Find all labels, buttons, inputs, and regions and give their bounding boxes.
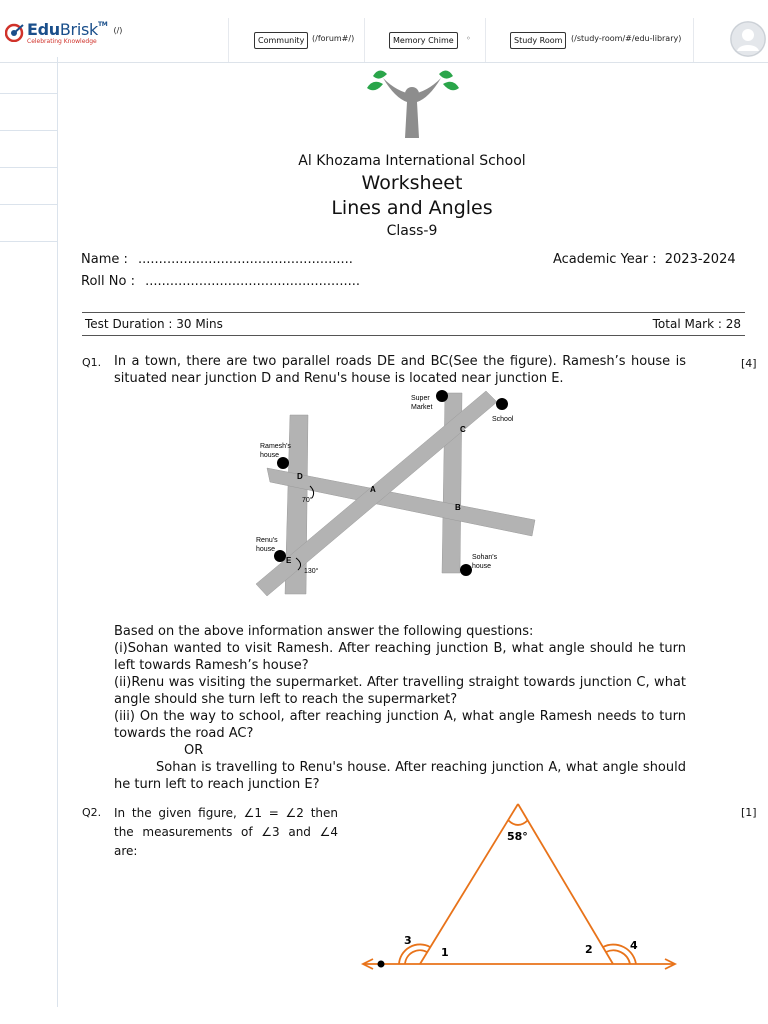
name-field: [81, 252, 353, 267]
q1-part-ii: (ii)Renu was visiting the supermarket. After travelling straight towards junction C, what angle should she turn left to reach the supermarket?: [114, 675, 686, 707]
angle-1-label: 1: [441, 946, 449, 959]
question-text: [114, 353, 686, 387]
label-renu-2: house: [256, 546, 276, 553]
label-market: Market: [411, 404, 433, 411]
label-a: A: [370, 485, 376, 494]
question-text: [114, 804, 338, 861]
nav-divider: [693, 18, 694, 62]
q1-statement: In a town, there are two parallel roads DE and BC(See the figure). Ramesh’s house is situated near junction D and Renu's house is located near junction E.: [114, 354, 686, 386]
q1-part-i: (i)Sohan wanted to visit Ramesh. After reaching junction B, what angle should he turn left towards Ramesh’s house?: [114, 641, 686, 673]
community-link-text[interactable]: (/forum#/): [312, 34, 355, 43]
roll-label: Roll No :: [81, 274, 135, 289]
logo-name-part1: Edu: [27, 20, 60, 39]
test-duration: Test Duration : 30 Mins: [85, 317, 223, 331]
study-room-link-text[interactable]: (/study-room/#/edu-library): [571, 34, 682, 43]
label-angle-130: 130°: [304, 568, 319, 575]
q1-part-iii: (iii) On the way to school, after reaching junction A, what angle Ramesh needs to turn towards the road AC?: [114, 709, 686, 741]
label-sohan-1: Sohan's: [472, 554, 498, 561]
nav-divider: [364, 18, 365, 62]
angle-4-label: 4: [630, 939, 638, 952]
user-avatar-icon: [730, 21, 766, 57]
label-renu-1: Renu's: [256, 537, 278, 544]
label-ramesh-1: Ramesh's: [260, 443, 291, 450]
school-logo-icon: [365, 66, 461, 140]
label-super: Super: [411, 395, 430, 402]
home-link-text[interactable]: (/): [113, 26, 123, 35]
q1-alternative: Sohan is travelling to Renu's house. After reaching junction A, what angle should he turn left to reach junction E?: [114, 760, 686, 792]
study-room-button[interactable]: Study Room: [510, 32, 566, 49]
q1-subquestions: [114, 623, 686, 793]
angle-apex-label: 58°: [507, 830, 528, 843]
label-ramesh-2: house: [260, 452, 280, 459]
angle-2-label: 2: [585, 943, 593, 956]
logo-trademark: TM: [97, 21, 108, 28]
nav-divider: [485, 18, 486, 62]
academic-year: [553, 252, 736, 267]
user-avatar[interactable]: [730, 21, 766, 57]
sidebar-item[interactable]: [0, 57, 57, 94]
label-d: D: [297, 472, 303, 481]
label-c: C: [460, 425, 466, 434]
label-b: B: [455, 503, 461, 512]
name-label: Name :: [81, 252, 128, 267]
roll-blank: ....................................................: [145, 274, 360, 289]
logo-tagline: Celebrating Knowledge: [27, 38, 97, 45]
label-angle-70: 70°: [302, 497, 313, 504]
top-navbar: [0, 0, 768, 63]
q2-statement: In the given figure, ∠1 = ∠2 then the measurements of ∠3 and ∠4 are:: [114, 806, 338, 858]
edubrisk-logo[interactable]: [5, 22, 122, 45]
edubrisk-logo-icon: [5, 22, 25, 42]
community-button[interactable]: Community: [254, 32, 308, 49]
roads-figure: [250, 388, 550, 600]
memory-chime-link-text[interactable]: ◦: [466, 34, 471, 43]
logo-name-part2: Brisk: [59, 20, 98, 39]
class-label: Class-9: [386, 223, 438, 239]
label-e: E: [286, 556, 292, 565]
school-name: Al Khozama International School: [298, 153, 526, 169]
academic-year-label: Academic Year :: [553, 252, 657, 267]
q1-or: OR: [184, 743, 204, 758]
question-number: Q1.: [82, 356, 102, 369]
name-blank: ....................................................: [138, 252, 353, 267]
question-number: Q2.: [82, 806, 102, 819]
label-school: School: [492, 416, 514, 423]
worksheet-title: Worksheet: [361, 172, 463, 194]
sidebar-item[interactable]: [0, 94, 57, 131]
question-marks: [4]: [741, 357, 757, 370]
label-sohan-2: house: [472, 563, 492, 570]
nav-divider: [228, 18, 229, 62]
divider-bottom: [82, 335, 745, 336]
roll-field: [81, 274, 360, 289]
worksheet-topic: Lines and Angles: [331, 197, 493, 219]
academic-year-value: 2023-2024: [664, 252, 736, 267]
total-marks: Total Mark : 28: [652, 317, 741, 331]
memory-chime-button[interactable]: Memory Chime: [389, 32, 458, 49]
angle-3-label: 3: [404, 934, 412, 947]
divider-top: [82, 312, 745, 313]
triangle-figure: [355, 798, 685, 978]
q1-intro: Based on the above information answer the following questions:: [114, 624, 534, 639]
question-marks: [1]: [741, 806, 757, 819]
